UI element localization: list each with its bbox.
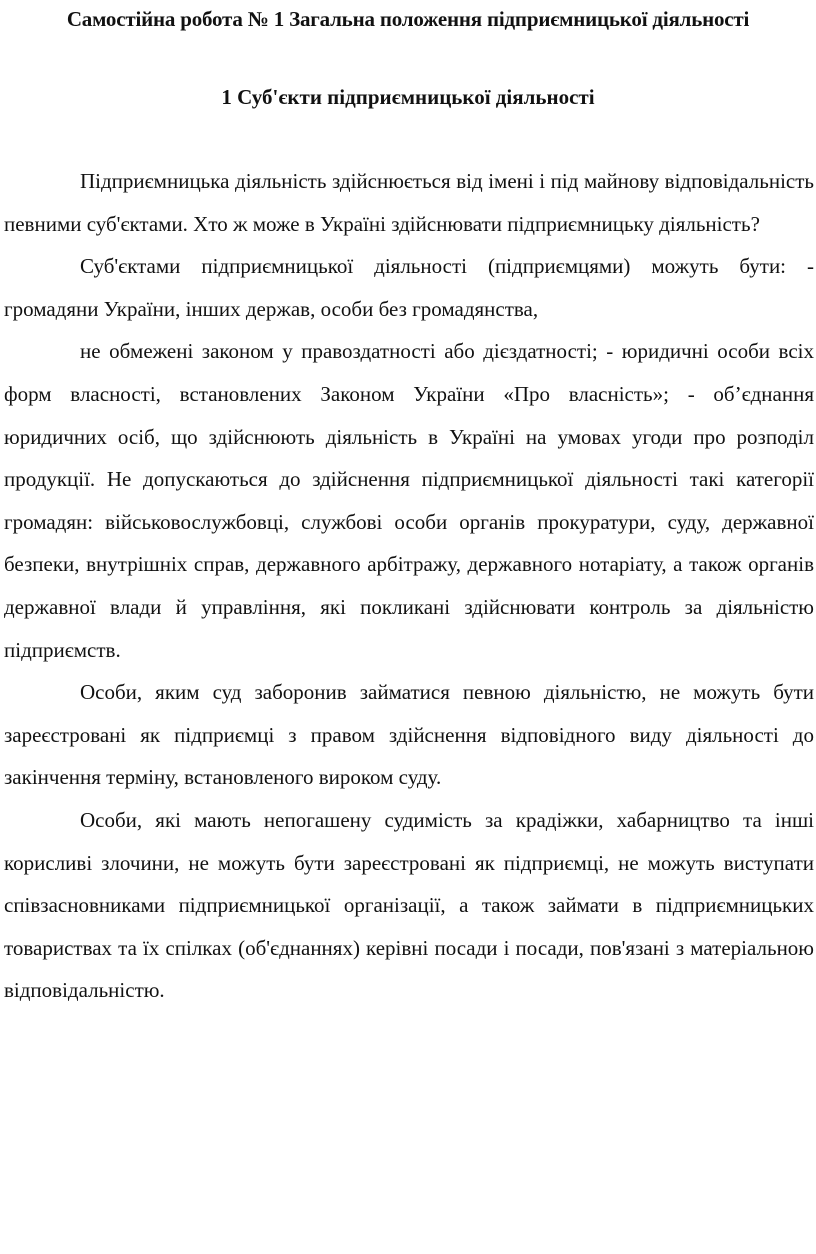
paragraph: Суб'єктами підприємницької діяльності (підприємцями) можуть бути: - громадяни України, інших держав, особи без громадянства, <box>4 254 814 321</box>
paragraph: Підприємницька діяльність здійснюється від імені і під майнову відповідальність певними суб'єктами. Хто ж може в Україні здійснювати підприємницьку діяльність? <box>4 169 814 236</box>
paragraph: не обмежені законом у правоздатності або дієздатності; - юридичні особи всіх форм власності, встановлених Законом України «Про власність»; - об’єднання юридичних осіб, що здійснюють діяльність в Україні на умовах угоди про розподіл продукції. Не допускаються до здійснення підприємницької діяльності такі категорії громадян: військовослужбовці, службові особи органів прокуратури, суду, державної безпеки, внутрішніх справ, державного арбітражу, державного нотаріату, а також органів державної влади й управління, які покликані здійснювати контроль за діяльністю підприємств. <box>4 339 814 662</box>
document-title: Самостійна робота № 1 Загальна положення підприємницької діяльності <box>66 7 750 31</box>
document-body <box>4 160 814 1012</box>
paragraph: Особи, які мають непогашену судимість за крадіжки, хабарництво та інші корисливі злочини, не можуть бути зареєстровані як підприємці, не можуть виступати співзасновниками підприємницької організації, а також займати в підприємницьких товариствах та їх спілках (об'єднаннях) керівні посади і посади, пов'язані з матеріальною відповідальністю. <box>4 807 814 1003</box>
paragraph: Особи, яким суд заборонив займатися певною діяльністю, не можуть бути зареєстровані як підприємці з правом здійснення відповідного виду діяльності до закінчення терміну, встановленого вироком суду. <box>4 680 814 790</box>
section-heading: 1 Суб'єкти підприємницької діяльності <box>221 85 595 109</box>
